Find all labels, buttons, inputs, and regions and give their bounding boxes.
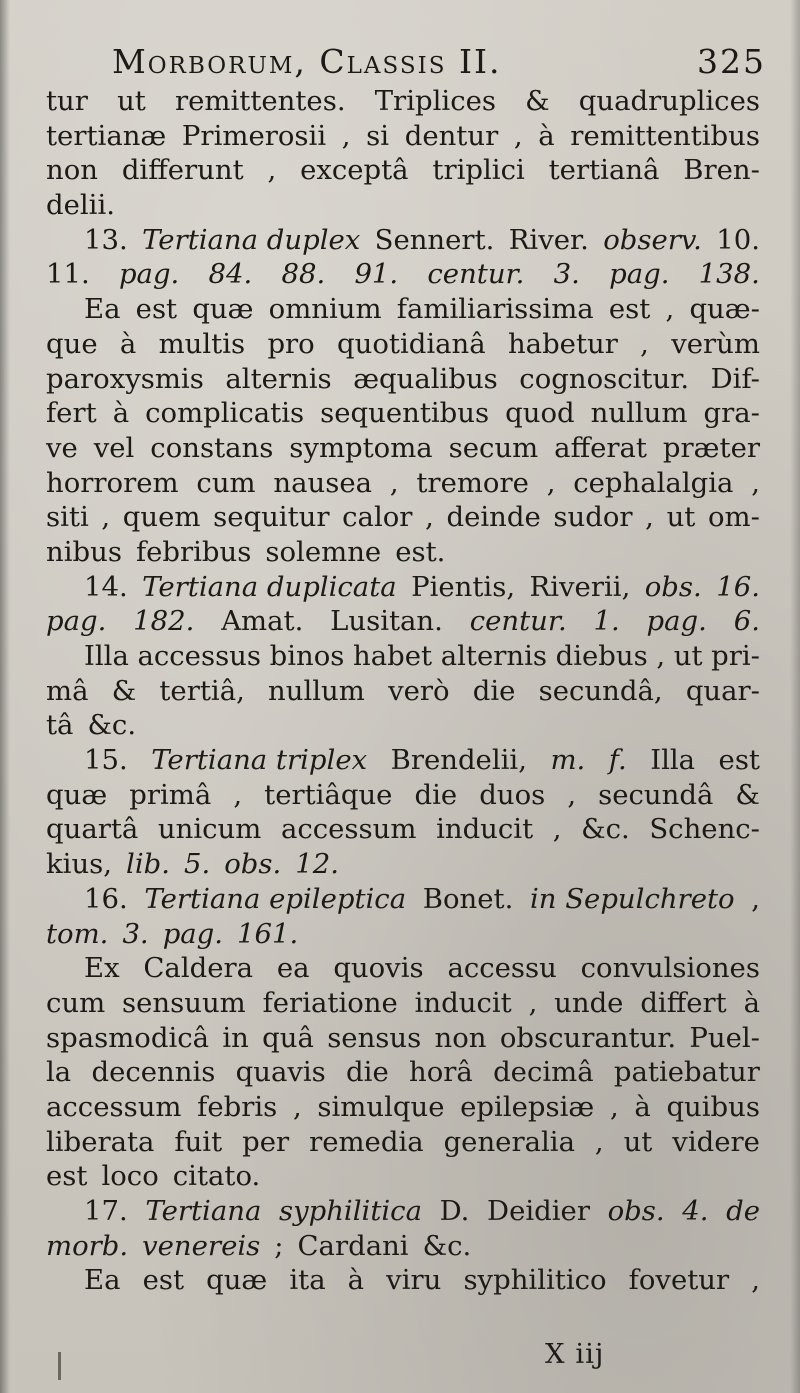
text-word: est: [142, 1264, 185, 1297]
text-word: æqualibus: [353, 362, 498, 395]
text-word: spasmodicâ: [46, 1021, 210, 1054]
text-word: ita: [289, 1264, 326, 1297]
margin-mark: [58, 1352, 61, 1380]
text-word: accessus: [137, 640, 262, 672]
text-line: [46, 223, 760, 258]
text-word: 161.: [237, 917, 299, 950]
text-word: diebus: [555, 640, 648, 672]
text-word: nibus: [46, 535, 122, 568]
text-word: cephalalgia: [573, 466, 734, 499]
text-word: ,: [546, 466, 556, 499]
text-word: est: [46, 1160, 88, 1193]
text-word: ,: [609, 1090, 619, 1123]
text-word: tâ: [46, 709, 74, 742]
text-line: [46, 674, 760, 709]
text-word: tertiâque: [264, 778, 393, 811]
text-word: in: [222, 1021, 249, 1054]
text-word: Bonet.: [422, 882, 514, 915]
text-word: Bren-: [683, 154, 760, 187]
text-word: Ea: [84, 293, 121, 326]
text-word: ut: [117, 85, 146, 117]
text-word: ,: [389, 466, 399, 499]
text-word: præter: [662, 431, 760, 464]
text-line: [46, 431, 760, 466]
text-word: solemne: [265, 535, 382, 568]
text-word: Tertiana duplicata: [142, 570, 397, 603]
text-line: [46, 1021, 760, 1056]
text-word: primâ: [129, 778, 212, 811]
text-word: delii.: [46, 189, 116, 222]
text-word: inducit: [414, 986, 512, 1019]
text-word: 14.: [84, 570, 128, 603]
text-line: [46, 917, 760, 952]
text-word: est.: [395, 535, 446, 568]
text-word: à: [634, 1090, 651, 1123]
text-word: Puel-: [689, 1021, 760, 1054]
text-word: generalia: [443, 1125, 575, 1158]
text-line: [46, 882, 760, 917]
text-word: pro: [267, 327, 315, 360]
text-word: Tertiana: [145, 1195, 262, 1227]
text-word: 138.: [698, 258, 760, 291]
text-word: 15.: [84, 744, 128, 777]
text-word: per: [242, 1125, 290, 1158]
text-word: obs.: [224, 848, 282, 881]
text-word: quibus: [666, 1090, 760, 1123]
text-word: &: [111, 674, 137, 707]
text-word: ut: [666, 501, 696, 534]
text-word: quæ: [192, 293, 254, 326]
text-word: la: [46, 1056, 72, 1089]
text-word: nausea: [273, 466, 373, 499]
text-word: tertianâ: [548, 154, 660, 187]
text-word: Tertiana triplex: [151, 744, 368, 777]
text-word: Sennert.: [374, 223, 495, 256]
text-line: [46, 570, 760, 605]
page-number: 325: [697, 42, 766, 81]
text-word: remittentibus: [570, 119, 760, 152]
text-line: [46, 396, 760, 431]
text-word: syphilitico: [463, 1264, 607, 1297]
text-word: obscurantur.: [499, 1021, 677, 1054]
text-word: Illa: [84, 640, 129, 672]
text-word: morb.: [46, 1229, 129, 1262]
text-word: binos: [269, 640, 345, 672]
page-edge-shadow-left: [0, 0, 10, 1393]
text-word: accessum: [46, 1090, 182, 1123]
text-line: [46, 604, 760, 639]
text-word: habetur: [507, 327, 618, 360]
text-word: ve: [46, 431, 78, 464]
text-word: differunt: [121, 154, 244, 187]
text-word: 11.: [46, 258, 90, 291]
text-word: alternis: [225, 362, 332, 395]
text-word: simulque: [317, 1090, 445, 1123]
text-word: accessu: [447, 952, 557, 985]
text-word: 16.: [84, 882, 128, 915]
text-word: siti: [46, 501, 89, 534]
text-word: &c.: [422, 1229, 472, 1262]
text-word: quâ: [262, 1021, 314, 1054]
text-word: cum: [46, 986, 106, 1019]
text-line: [46, 708, 760, 743]
text-word: om-: [707, 501, 760, 534]
text-word: epilepsiæ: [460, 1090, 595, 1123]
text-word: verùm: [671, 327, 760, 360]
text-word: die: [346, 1056, 389, 1089]
text-word: secundâ,: [538, 674, 663, 707]
text-word: Ex: [84, 952, 120, 985]
text-word: nullum: [590, 397, 688, 430]
text-line: [46, 153, 760, 188]
text-word: unde: [554, 986, 624, 1019]
text-word: ,: [640, 327, 649, 360]
text-word: gra-: [703, 397, 760, 430]
text-word: vel: [93, 431, 135, 464]
text-line: [46, 986, 760, 1021]
text-line: [46, 362, 760, 397]
text-word: Dif-: [710, 362, 760, 395]
text-word: à: [743, 986, 760, 1019]
text-line: [46, 84, 760, 119]
text-word: est: [608, 293, 651, 326]
text-word: differt: [640, 986, 727, 1019]
text-word: ,: [267, 154, 277, 187]
text-word: decimâ: [493, 1056, 594, 1089]
text-word: Deidier: [487, 1195, 590, 1227]
text-word: symptoma: [289, 431, 433, 464]
text-word: 10.: [716, 223, 760, 256]
text-word: pag.: [609, 258, 670, 291]
text-word: 13.: [84, 223, 128, 256]
text-word: f.: [608, 744, 627, 777]
text-word: quavis: [235, 1056, 326, 1089]
text-word: à: [119, 327, 137, 360]
text-line: [46, 188, 760, 223]
text-word: fovetur: [628, 1264, 730, 1297]
text-word: sequitur: [213, 501, 330, 534]
text-word: Triplices: [374, 85, 496, 117]
text-word: sequentibus: [320, 397, 490, 430]
text-word: patiebatur: [613, 1056, 760, 1089]
text-word: multis: [158, 327, 246, 360]
text-word: viru: [386, 1264, 442, 1297]
text-word: Amat.: [221, 605, 304, 638]
text-word: &: [735, 778, 760, 811]
text-word: horrorem: [46, 466, 179, 499]
text-word: ,: [552, 813, 562, 846]
text-word: à: [112, 397, 130, 430]
text-line: [46, 639, 760, 674]
text-word: quotidianâ: [337, 327, 486, 360]
text-line: [46, 500, 760, 535]
text-line: [46, 1229, 760, 1264]
text-word: tom.: [46, 917, 109, 950]
text-word: dentur: [404, 119, 499, 152]
text-word: ,: [656, 640, 666, 672]
text-word: ,: [233, 778, 243, 811]
text-word: observ.: [603, 223, 702, 256]
text-word: 91.: [354, 258, 399, 291]
text-word: febris: [197, 1090, 278, 1123]
text-word: fuit: [174, 1125, 223, 1158]
text-word: 5.: [183, 848, 211, 881]
text-word: &c.: [581, 813, 630, 846]
text-word: cognoscitur.: [519, 362, 690, 395]
text-word: triplici: [432, 154, 525, 187]
text-word: 84.: [208, 258, 253, 291]
text-word: kius,: [46, 848, 113, 881]
text-word: quod: [505, 397, 575, 430]
text-word: ;: [274, 1229, 284, 1262]
text-word: quovis: [333, 952, 424, 985]
text-word: est: [135, 293, 178, 326]
text-word: Primerosii: [181, 119, 327, 152]
text-word: non: [434, 1021, 487, 1054]
text-word: accessum: [280, 813, 417, 846]
text-word: ,: [665, 293, 675, 326]
text-line: [46, 1090, 760, 1125]
text-word: ,: [101, 501, 111, 534]
text-word: febribus: [135, 535, 252, 568]
text-word: liberata: [46, 1125, 155, 1158]
text-line: [46, 1263, 760, 1298]
text-word: remittentes.: [175, 85, 346, 117]
text-word: omnium: [268, 293, 382, 326]
page-edge-shadow-right: [790, 0, 800, 1393]
text-word: lib.: [126, 848, 170, 881]
text-word: quæ-: [689, 293, 760, 326]
text-word: feriatione: [262, 986, 398, 1019]
text-word: pag.: [46, 605, 107, 638]
text-line: [46, 951, 760, 986]
text-word: verò: [388, 674, 450, 707]
text-word: die: [414, 778, 458, 811]
text-line: [46, 1125, 760, 1160]
text-word: tertianæ: [46, 119, 167, 152]
text-word: quadruplices: [578, 85, 760, 117]
text-word: constans: [150, 431, 274, 464]
text-word: familiarissima: [396, 293, 594, 326]
text-word: sensuum: [122, 986, 246, 1019]
text-word: tur: [46, 85, 88, 117]
text-word: quæ: [206, 1264, 268, 1297]
text-word: non: [46, 154, 98, 187]
text-word: calor: [342, 501, 413, 534]
text-word: obs.: [607, 1195, 665, 1227]
text-word: ,: [567, 778, 577, 811]
text-word: ,: [425, 501, 434, 534]
text-word: horâ: [409, 1056, 473, 1089]
text-word: complicatis: [145, 397, 305, 430]
text-word: que: [46, 327, 98, 360]
text-word: Cardani: [297, 1229, 409, 1262]
running-title: Morborum, Classis II.: [112, 42, 502, 81]
text-line: [46, 1055, 760, 1090]
text-word: ,: [528, 986, 538, 1019]
text-line: [46, 292, 760, 327]
text-word: loco: [101, 1160, 159, 1193]
text-word: quar-: [685, 674, 760, 707]
signature-mark: X iij: [545, 1338, 605, 1370]
text-word: 3.: [122, 917, 149, 950]
text-word: in Sepulchreto: [529, 882, 735, 915]
text-word: Tertiana duplex: [142, 223, 361, 256]
text-word: tertiâ,: [159, 674, 245, 707]
text-word: 16.: [716, 570, 760, 603]
text-word: Lusitan.: [330, 605, 443, 638]
text-word: nullum: [268, 674, 365, 707]
text-word: inducit: [436, 813, 534, 846]
text-word: 17.: [84, 1195, 128, 1227]
text-word: sensus: [327, 1021, 422, 1054]
text-line: [46, 327, 760, 362]
text-word: m.: [550, 744, 586, 777]
text-word: 1.: [593, 605, 620, 638]
text-word: River.: [508, 223, 589, 256]
text-word: 4.: [682, 1195, 709, 1227]
text-word: 6.: [733, 605, 760, 638]
text-word: 3.: [553, 258, 580, 291]
text-word: duos: [479, 778, 546, 811]
text-word: obs.: [644, 570, 702, 603]
text-line: [46, 535, 760, 570]
text-word: est: [718, 744, 760, 777]
text-body: [46, 84, 760, 1298]
text-word: D.: [439, 1195, 470, 1227]
text-word: Caldera: [143, 952, 254, 985]
text-word: decennis: [91, 1056, 216, 1089]
text-word: 182.: [133, 605, 195, 638]
text-word: 12.: [295, 848, 339, 881]
text-word: pag.: [646, 605, 707, 638]
text-line: [46, 257, 760, 292]
text-word: venereis: [142, 1229, 261, 1262]
text-word: 88.: [281, 258, 326, 291]
text-word: secum: [448, 431, 539, 464]
text-word: remedia: [309, 1125, 424, 1158]
text-word: ,: [645, 501, 654, 534]
text-line: [46, 119, 760, 154]
text-word: Brendelii,: [390, 744, 527, 777]
text-word: tremore: [416, 466, 529, 499]
text-word: Ea: [84, 1264, 121, 1297]
text-word: Illa: [650, 744, 696, 777]
text-word: syphilitica: [278, 1195, 422, 1227]
text-word: Schenc-: [649, 813, 760, 846]
text-word: unicum: [157, 813, 262, 846]
text-word: alternis: [440, 640, 547, 672]
text-word: paroxysmis: [46, 362, 204, 395]
text-word: ut: [623, 1125, 653, 1158]
text-word: ,: [292, 1090, 302, 1123]
text-word: habet: [353, 640, 433, 672]
text-word: ea: [276, 952, 310, 985]
text-word: à: [538, 119, 555, 152]
text-word: quem: [122, 501, 201, 534]
text-word: centur.: [427, 258, 525, 291]
text-word: deinde: [446, 501, 541, 534]
text-word: &c.: [87, 709, 137, 742]
text-word: pag.: [118, 258, 180, 291]
text-line: [46, 812, 760, 847]
text-word: à: [347, 1264, 365, 1297]
text-word: ,: [751, 466, 760, 499]
text-line: [46, 743, 760, 778]
text-word: ,: [513, 119, 523, 152]
text-word: convulsiones: [580, 952, 760, 985]
text-word: cum: [196, 466, 256, 499]
text-line: [46, 466, 760, 501]
text-word: fert: [46, 397, 97, 430]
text-word: exceptâ: [300, 154, 409, 187]
text-word: centur.: [469, 605, 567, 638]
text-line: [46, 778, 760, 813]
text-word: quartâ: [46, 813, 139, 846]
text-word: de: [726, 1195, 760, 1227]
text-word: citato.: [172, 1160, 261, 1193]
text-word: ,: [594, 1125, 604, 1158]
text-word: mâ: [46, 674, 89, 707]
text-word: die: [472, 674, 516, 707]
text-word: ,: [751, 1264, 760, 1297]
text-word: sudor: [553, 501, 633, 534]
text-word: videre: [672, 1125, 760, 1158]
text-word: Riverii,: [529, 570, 631, 603]
text-word: afferat: [554, 431, 647, 464]
text-word: ,: [751, 882, 760, 915]
text-line: [46, 847, 760, 882]
text-word: pag.: [162, 917, 224, 950]
text-line: [46, 1159, 760, 1194]
text-line: [46, 1194, 760, 1229]
text-word: Pientis,: [411, 570, 516, 603]
text-word: quæ: [46, 778, 108, 811]
text-word: &: [525, 85, 550, 117]
text-word: ut: [673, 640, 703, 672]
text-word: si: [366, 119, 390, 152]
text-word: ,: [341, 119, 351, 152]
text-word: secundâ: [598, 778, 714, 811]
text-word: Tertiana epileptica: [144, 882, 407, 915]
text-word: pri-: [711, 640, 760, 672]
